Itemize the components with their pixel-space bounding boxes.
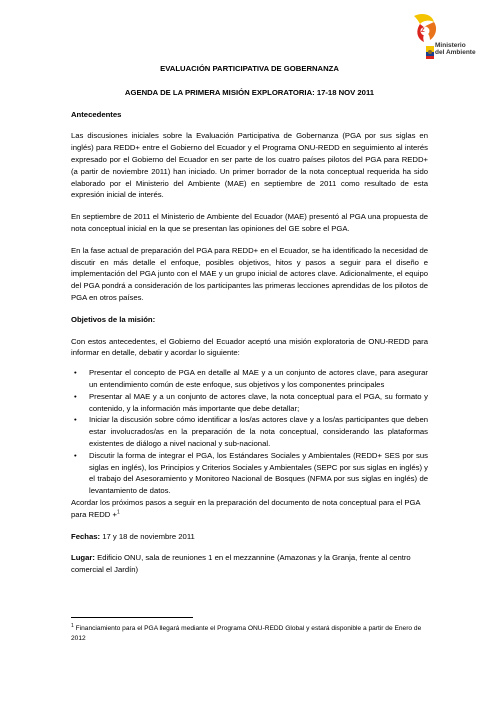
antecedentes-heading: Antecedentes — [71, 109, 122, 119]
paragraph-3: En la fase actual de preparación del PGA para REDD+ en el Ecuador, se ha identificado la necesidad de discutir en más detalle el enfoque, posibles objetivos, hitos y pasos a seguir para el diseño e implementación del PGA junto con el MAE y un grupo inicial de actores clave. Adicionalmente, el equipo del PGA pondrá a consideración de los participantes las primeras lecciones aprendidas de los pilotos de PGA en otros países. — [71, 245, 428, 302]
document-title: EVALUACIÓN PARTICIPATIVA DE GOBERNANZA — [160, 64, 339, 73]
fechas-line — [71, 531, 428, 543]
list-item: • Presentar el concepto de PGA en detalle al MAE y a un conjunto de actores clave, para asegurar un entendimiento común de este enfoque, sus objetivos y los componentes principales — [89, 367, 428, 391]
fechas-value: 17 y 18 de noviembre 2011 — [102, 531, 195, 541]
paragraph-2: En septiembre de 2011 el Ministerio de Ambiente del Ecuador (MAE) presentó al PGA una propuesta de nota conceptual inicial en la que se presentan las opiniones del GE sobre el PGA. — [71, 212, 428, 233]
list-item: • Iniciar la discusión sobre cómo identificar a los/as actores clave y a los/as participantes que deben estar involucrados/as en la preparación de la nota conceptual, considerando las plataformas existentes de diálogo a nivel nacional y sub-nacional. — [89, 414, 428, 449]
logo-org-line1: Ministerio — [435, 42, 466, 49]
svg-text:Z: Z — [421, 28, 425, 34]
lugar-line — [71, 552, 428, 576]
objetivos-heading: Objetivos de la misión: — [71, 314, 156, 324]
list-item: • Discutir la forma de integrar el PGA, los Estándares Sociales y Ambientales (REDD+ SES por sus siglas en inglés), los Principios y Criterios Sociales y Ambientales (SEPC por sus siglas en inglés) y el trabajo del Asesoramiento y Monitoreo Nacional de Bosques (NFMA por sus siglas en inglés) de levantamiento de datos. — [89, 450, 428, 497]
footnote-text: Financiamiento para el PGA llegará mediante el Programa ONU-REDD Global y estará disponible a partir de Enero de 2012 — [71, 625, 422, 642]
logo-org-name — [435, 42, 476, 56]
lugar-label: Lugar: — [71, 553, 95, 563]
objetivos-intro: Con estos antecedentes, el Gobierno del Ecuador aceptó una misión exploratoria de ONU-REDD para informar en detalle, debatir y acordar lo siguiente: — [71, 336, 428, 358]
footnote-divider — [71, 617, 193, 618]
closing-sentence — [71, 497, 428, 521]
document-subtitle: AGENDA DE LA PRIMERA MISIÓN EXPLORATORIA: 17-18 NOV 2011 — [124, 87, 375, 97]
document-body — [71, 63, 428, 576]
footnote-ref[interactable]: 1 — [116, 509, 120, 516]
list-item: • Presentar al MAE y a un conjunto de actores clave, la nota conceptual para el PGA, su formato y contenido, y la información más importante que debe detallar; — [89, 391, 428, 415]
paragraph-1: Las discusiones iniciales sobre la Evaluación Participativa de Gobernanza (PGA por sus siglas en inglés) para REDD+ entre el Gobierno del Ecuador y el Programa ONU-REDD en seguimiento al interés expresado por el Gobierno del Ecuador en ser parte de los cuatro países pilotos del PGA para REDD+ (a partir de noviembre 2011) han iniciado. Un primer borrador de la nota conceptual requerida ha sido elaborado por el Ministerio del Ambiente (MAE) en septiembre de 2011 como resultado de esta expresión inicial de interés. — [71, 131, 428, 200]
logo-org-line2: del Ambiente — [435, 49, 476, 56]
objetivos-list — [71, 367, 428, 497]
lugar-value: Edificio ONU, sala de reuniones 1 en el mezzannine (Amazonas y la Granja, frente al centro comercial el Jardín) — [71, 553, 411, 575]
footnote — [71, 624, 428, 644]
closing-sentence-text: Acordar los próximos pasos a seguir en la preparación del documento de nota conceptual para el PGA para REDD + — [71, 497, 421, 519]
footnote-marker: 1 — [71, 622, 74, 629]
fechas-label: Fechas: — [71, 531, 101, 541]
